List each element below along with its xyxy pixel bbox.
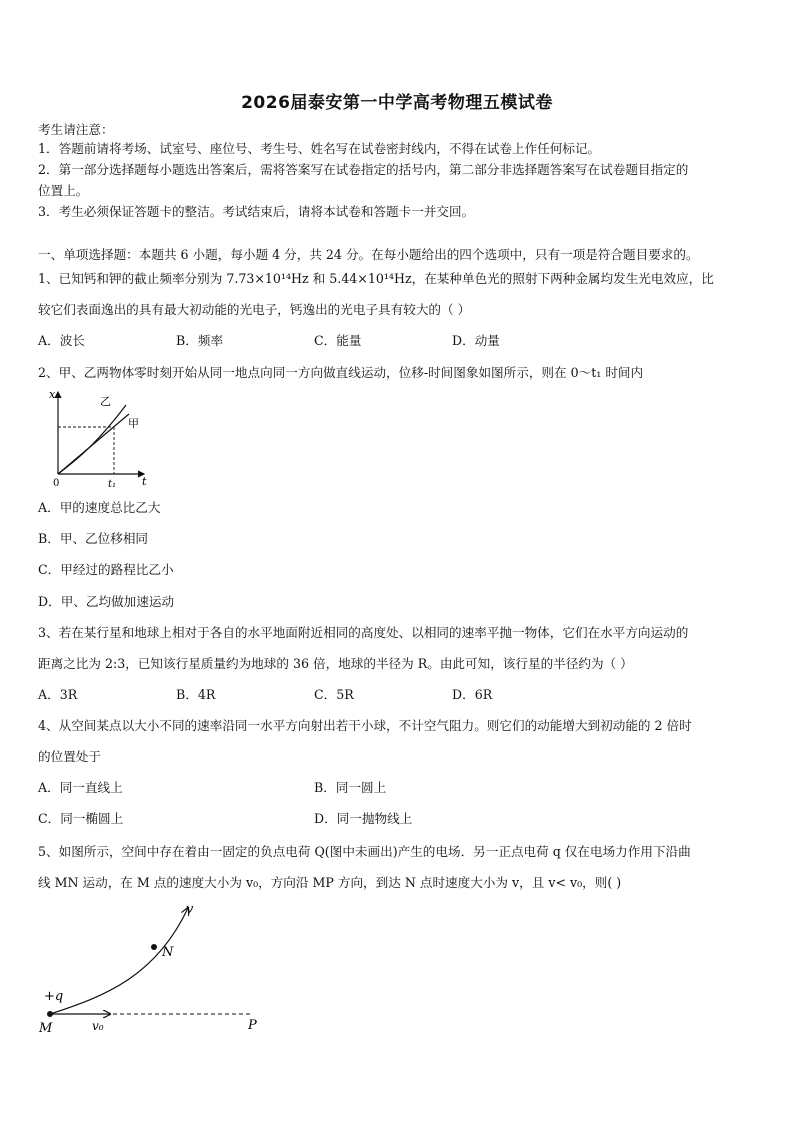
q1-option-b: B．频率 <box>176 333 224 348</box>
q4-option-c: C．同一椭圆上 <box>38 811 124 826</box>
q3-option-b: B．4R <box>176 687 216 702</box>
q2-option-d: D．甲、乙均做加速运动 <box>38 594 175 609</box>
page-title: 2026届泰安第一中学高考物理五模试卷 <box>241 93 553 113</box>
q4-option-d: D．同一抛物线上 <box>314 811 413 826</box>
notice-item: 2．第一部分选择题每小题选出答案后，需将答案写在试卷指定的括号内，第二部分非选择题答案写在试卷题目指定的 <box>38 162 689 177</box>
point-m-dot <box>47 1011 53 1017</box>
v0-label: v₀ <box>92 1019 104 1033</box>
q1-option-d: D．动量 <box>452 333 500 348</box>
question-2-text: 2、甲、乙两物体零时刻开始从同一地点向同一方向做直线运动，位移-时间图象如图所示，则在 0～t₁ 时间内 <box>38 365 644 380</box>
point-n-dot <box>151 944 157 950</box>
q5-trajectory-figure <box>36 896 276 1036</box>
q2-xt-graph <box>40 386 160 492</box>
t1-tick-label: t₁ <box>108 479 117 490</box>
question-1-text: 1、已知钙和钾的截止频率分别为 7.73×10¹⁴Hz 和 5.44×10¹⁴Hz，在某种单色光的照射下两种金属均发生光电效应，比 <box>38 271 714 286</box>
question-3-text: 3、若在某行星和地球上相对于各自的水平地面附近相同的高度处、以相同的速率平抛一物体，它们在水平方向运动的 <box>38 625 689 640</box>
question-4-text: 的位置处于 <box>38 749 101 764</box>
curve-yi <box>58 405 126 474</box>
q3-option-c: C．5R <box>314 687 354 702</box>
charge-label: +q <box>44 989 64 1004</box>
line-jia <box>58 414 129 474</box>
q1-option-a: A．波长 <box>38 333 85 348</box>
q2-option-b: B．甲、乙位移相同 <box>38 531 149 546</box>
v-label: v <box>186 902 194 917</box>
notice-heading: 考生请注意： <box>38 122 114 137</box>
question-5-text: 5、如图所示，空间中存在着由一固定的负点电荷 Q(图中未画出)产生的电场．另一正点电荷 q 仅在电场力作用下沿曲 <box>38 844 691 859</box>
y-axis-label: x <box>49 388 56 401</box>
section-heading: 一、单项选择题：本题共 6 小题，每小题 4 分，共 24 分。在每小题给出的四个选项中，只有一项是符合题目要求的。 <box>38 247 699 262</box>
question-3-text: 距离之比为 2:3，已知该行星质量约为地球的 36 倍，地球的半径为 R。由此可知，该行星的半径约为（ ） <box>38 656 633 671</box>
q2-option-c: C．甲经过的路程比乙小 <box>38 562 174 577</box>
notice-item: 3．考生必须保证答题卡的整洁。考试结束后，请将本试卷和答题卡一并交回。 <box>38 204 475 219</box>
q2-option-a: A．甲的速度总比乙大 <box>38 500 161 515</box>
label-jia: 甲 <box>128 417 139 430</box>
q4-option-b: B．同一圆上 <box>314 780 387 795</box>
point-n-label: N <box>162 945 174 960</box>
label-yi: 乙 <box>100 395 111 408</box>
q4-option-a: A．同一直线上 <box>38 780 123 795</box>
q1-option-c: C．能量 <box>314 333 362 348</box>
question-4-text: 4、从空间某点以大小不同的速率沿同一水平方向射出若干小球，不计空气阻力。则它们的动能增大到初动能的 2 倍时 <box>38 718 692 733</box>
trajectory-curve <box>50 908 188 1014</box>
origin-label: 0 <box>53 478 60 489</box>
question-1-text: 较它们表面逸出的具有最大初动能的光电子，钙逸出的光电子具有较大的（ ） <box>38 302 471 317</box>
notice-item: 位置上。 <box>38 183 89 198</box>
question-5-text: 线 MN 运动，在 M 点的速度大小为 v₀，方向沿 MP 方向，到达 N 点时速度大小为 v，且 v< v₀，则( ) <box>38 875 622 890</box>
q3-option-a: A．3R <box>38 687 78 702</box>
notice-item: 1．答题前请将考场、试室号、座位号、考生号、姓名写在试卷密封线内，不得在试卷上作任何标记。 <box>38 141 601 156</box>
point-p-label: P <box>248 1018 257 1033</box>
point-m-label: M <box>39 1021 53 1036</box>
x-axis-label: t <box>142 475 147 488</box>
q3-option-d: D．6R <box>452 687 493 702</box>
